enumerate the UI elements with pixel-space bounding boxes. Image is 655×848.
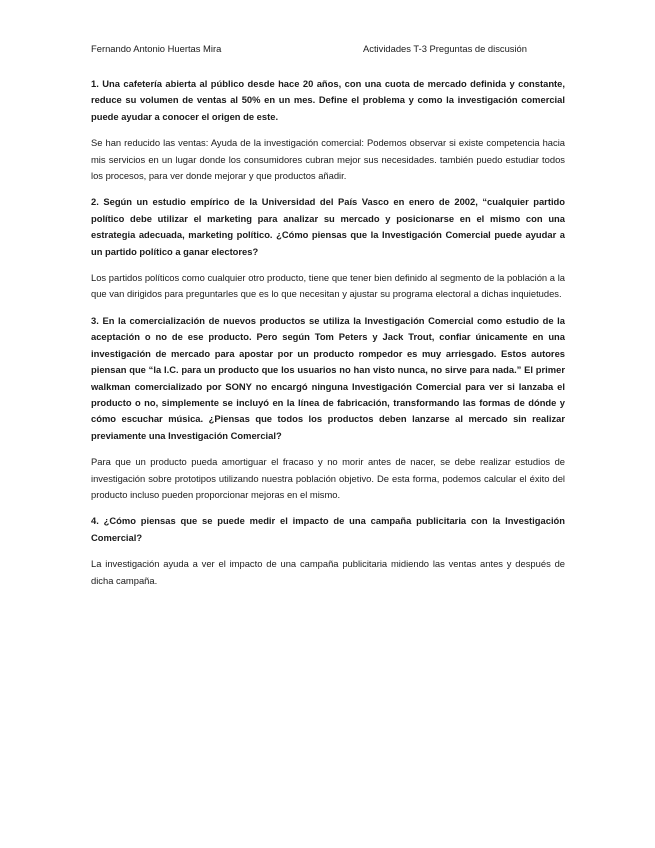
question-2-number: 2. xyxy=(91,196,99,208)
question-1-number: 1. xyxy=(91,78,99,89)
question-1-text: Una cafetería abierta al público desde hace 20 años, con una cuota de mercado definida y constante, reduce su volumen de ventas al 50% en un mes. Define el problema y como la investigación comercial puede ayudar a conocer el origen de este. xyxy=(91,78,565,122)
document-body xyxy=(91,76,565,599)
header-author: Fernando Antonio Huertas Mira xyxy=(91,43,222,54)
answer-2: Los partidos políticos como cualquier otro producto, tiene que tener bien definido al segmento de la población a la que van dirigidos para preguntarles que es lo que necesitan y ajustar su programa electoral a dichas inquietudes. xyxy=(91,272,565,300)
question-4 xyxy=(91,513,565,546)
answer-1: Se han reducido las ventas: Ayuda de la investigación comercial: Podemos observar si existe competencia hacia mis servicios en un lugar donde los consumidores cubran mejor sus necesidades. también puedo estudiar todos los procesos, para ver donde mejorar y que productos añadir. xyxy=(91,137,565,182)
question-4-text: ¿Cómo piensas que se puede medir el impacto de una campaña publicitaria con la Investigación Comercial? xyxy=(91,515,565,543)
answer-4: La investigación ayuda a ver el impacto de una campaña publicitaria midiendo las ventas antes y después de dicha campaña. xyxy=(91,558,565,586)
page-header xyxy=(91,42,565,56)
question-2 xyxy=(91,194,565,260)
header-title: Actividades T-3 Preguntas de discusión xyxy=(363,43,527,54)
question-1 xyxy=(91,76,565,125)
answer-3: Para que un producto pueda amortiguar el fracaso y no morir antes de nacer, se debe realizar estudios de investigación sobre prototipos utilizando nuestra población objetivo. De esta forma, podemos calcular el éxito del producto incluso pueden proporcionar mejoras en el mismo. xyxy=(91,456,565,500)
question-3-number: 3. xyxy=(91,314,99,326)
question-2-text: Según un estudio empírico de la Universidad del País Vasco en enero de 2002, “cualquier partido político debe utilizar el marketing para analizar su mercado y posicionarse en el mismo con una estrategia adecuada, marketing político. ¿Cómo piensas que la Investigación Comercial puede ayudar a un partido político a ganar electores? xyxy=(91,196,565,257)
question-3-text: En la comercialización de nuevos productos se utiliza la Investigación Comercial como estudio de la aceptación o no de ese producto. Pero según Tom Peters y Jack Trout, confiar únicamente en una investigación de mercado para apostar por un producto rompedor es muy arriesgado. Estos autores piensan que “la I.C. para un producto que los usuarios no han visto nunca, no sirve para nada.” El primer walkman comercializado por SONY no encargó ninguna Investigación Comercial para ver si lanzaba el producto o no, simplemente se incluyó en la línea de fabricación, transformando las formas de dónde y cómo escuchar música. ¿Piensas que todos los productos deben lanzarse al mercado sin realizar previamente una Investigación Comercial? xyxy=(91,314,565,441)
question-3 xyxy=(91,313,565,444)
question-4-number: 4. xyxy=(91,515,99,527)
